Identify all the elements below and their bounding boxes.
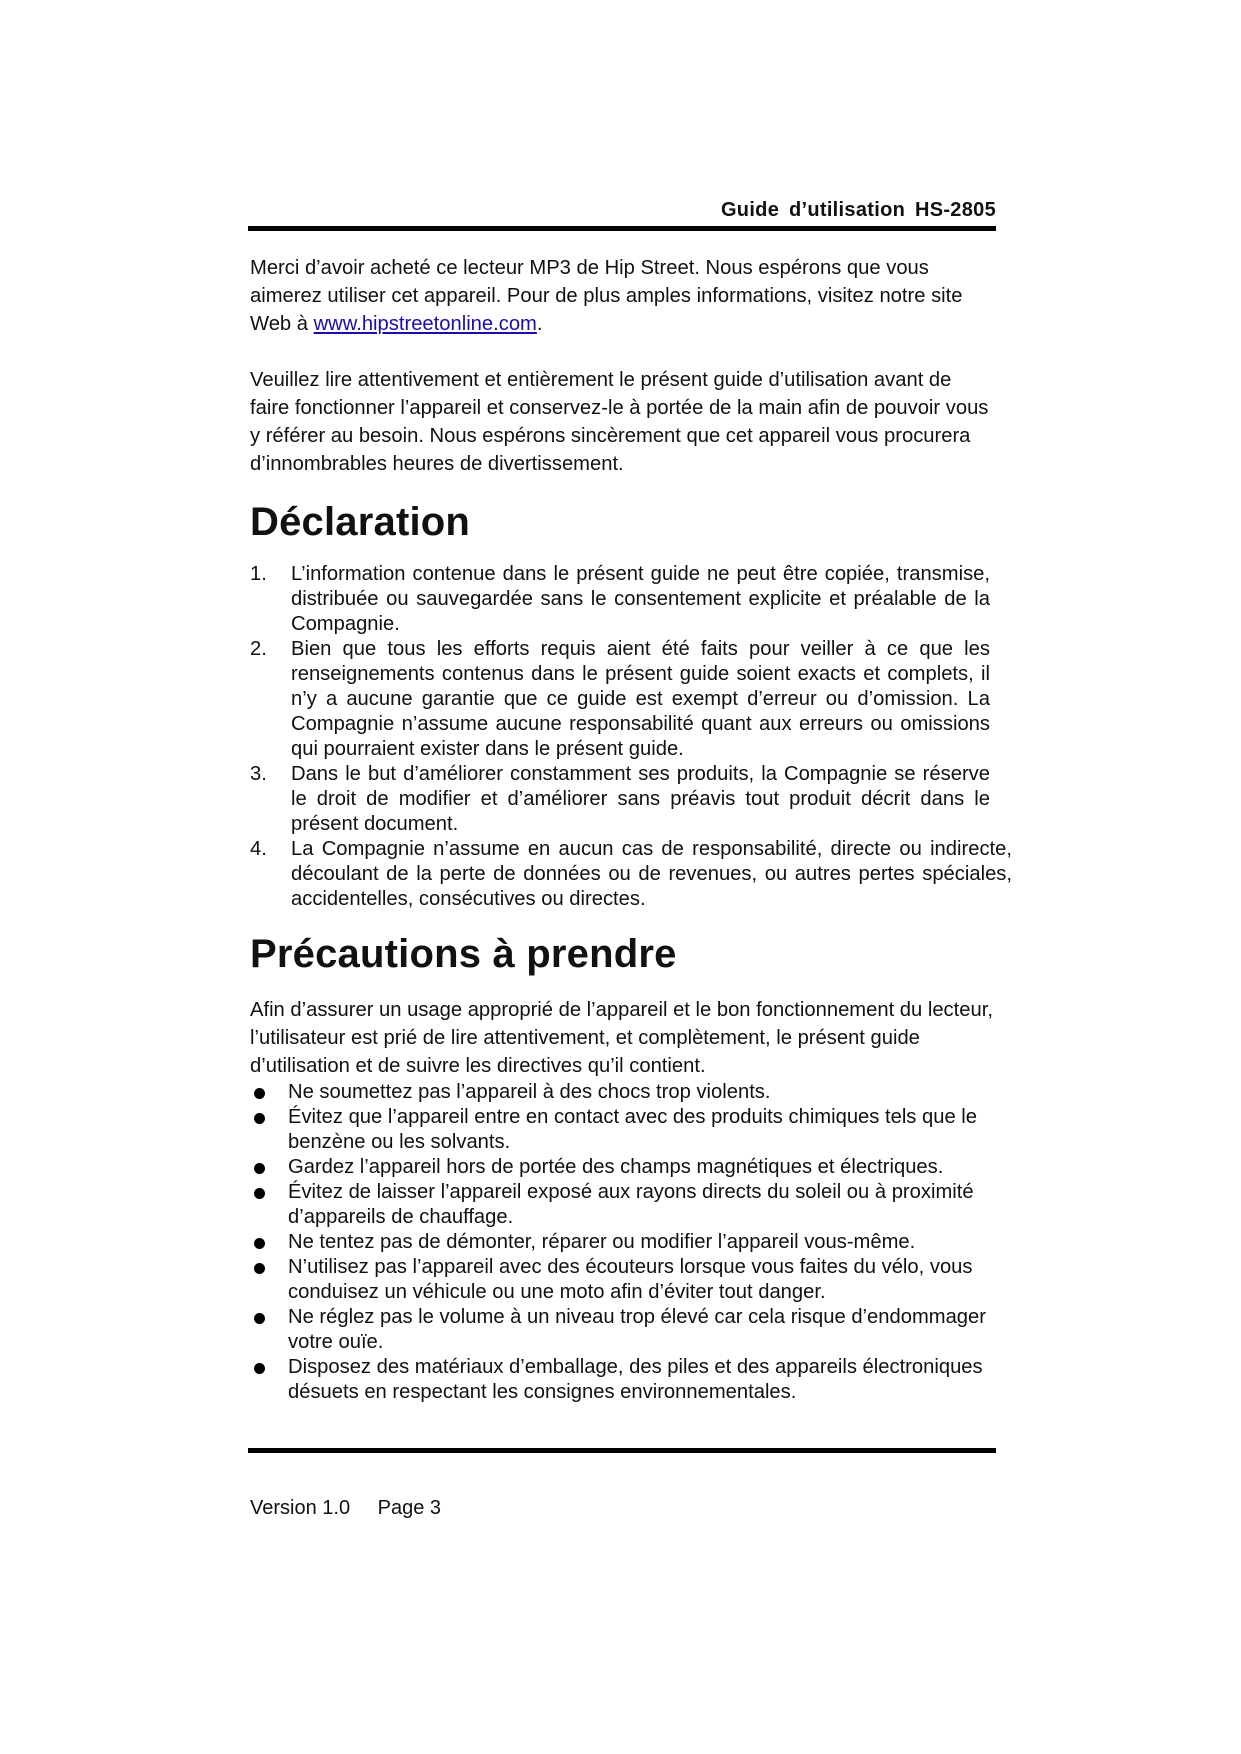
bullet-icon (254, 1238, 265, 1249)
precaution-text: Ne tentez pas de démonter, réparer ou modifier l’appareil vous-même. (288, 1231, 916, 1253)
page-footer (250, 1497, 441, 1520)
declaration-item-text: La Compagnie n’assume en aucun cas de responsabilité, directe ou indirecte, découlant de la perte de données ou de revenues, ou autres pertes spéciales, accidentelles, consécutives ou directes. (291, 838, 1012, 910)
precautions-intro: Afin d’assurer un usage approprié de l’appareil et le bon fonctionnement du lecteur, l’utilisateur est prié de lire attentivement, et complètement, le présent guide d’utilisation et de suivre les directives qu’il contient. (250, 999, 993, 1077)
bullet-icon (254, 1313, 265, 1324)
bullet-icon (254, 1163, 265, 1174)
precaution-text: Disposez des matériaux d’emballage, des piles et des appareils électroniques désuets en respectant les consignes environnementales. (288, 1356, 983, 1403)
intro-paragraph-1 (250, 254, 990, 338)
declaration-heading: Déclaration (250, 500, 471, 544)
declaration-item-text: L’information contenue dans le présent guide ne peut être copiée, transmise, distribuée ou sauvegardée sans le consentement explicite et préalable de la Compagnie. (291, 563, 990, 635)
header-title: Guide d’utilisation HS-2805 (720, 199, 996, 221)
declaration-item-number: 4. (250, 838, 267, 860)
bullet-icon (254, 1363, 265, 1374)
declaration-item-text: Bien que tous les efforts requis aient été faits pour veiller à ce que les renseignements contenus dans le présent guide soient exacts et complets, il n’y a aucune garantie que ce guide est exempt d’erreur ou d’omission. La Compagnie n’assume aucune responsabilité quant aux erreurs ou omissions qui pourraient exister dans le présent guide. (291, 638, 990, 760)
precaution-item (250, 1255, 995, 1305)
website-link[interactable]: www.hipstreetonline.com (313, 313, 537, 335)
precautions-heading: Précautions à prendre (250, 932, 677, 976)
bullet-icon (254, 1113, 265, 1124)
precaution-item (250, 1230, 995, 1255)
bullet-icon (254, 1263, 265, 1274)
precaution-item (250, 1355, 995, 1405)
bullet-icon (254, 1088, 265, 1099)
precaution-text: Ne réglez pas le volume à un niveau trop élevé car cela risque d’endommager votre ouïe. (288, 1306, 986, 1353)
header-rule (248, 226, 996, 231)
precaution-text: Évitez que l’appareil entre en contact avec des produits chimiques tels que le benzène ou les solvants. (288, 1106, 978, 1153)
precaution-item (250, 1155, 995, 1180)
intro-paragraph-2: Veuillez lire attentivement et entièrement le présent guide d’utilisation avant de faire fonctionner l’appareil et conservez-le à portée de la main afin de pouvoir vous y référer au besoin. Nous espérons sincèrement que cet appareil vous procurera d’innombrables heures de divertissement. (250, 369, 989, 475)
precaution-item (250, 1105, 995, 1155)
bullet-icon (254, 1188, 265, 1199)
precautions-list (250, 1080, 995, 1405)
precaution-text: N’utilisez pas l’appareil avec des écouteurs lorsque vous faites du vélo, vous conduisez un véhicule ou une moto afin d’éviter tout danger. (288, 1256, 973, 1303)
declaration-item-number: 3. (250, 763, 267, 785)
page-number: Page 3 (377, 1497, 442, 1519)
intro-text-end: . (536, 313, 543, 335)
footer-rule (248, 1448, 996, 1453)
page-content (250, 254, 1010, 1405)
declaration-item (250, 637, 990, 762)
precaution-text: Évitez de laisser l’appareil exposé aux rayons directs du soleil ou à proximité d’appareils de chauffage. (288, 1181, 974, 1228)
declaration-item-number: 2. (250, 638, 267, 660)
declaration-item-number: 1. (250, 563, 267, 585)
precaution-text: Ne soumettez pas l’appareil à des chocs trop violents. (288, 1081, 771, 1103)
declaration-item (250, 562, 990, 637)
intro-text: Merci d’avoir acheté ce lecteur MP3 de Hip Street. Nous espérons que vous aimerez utiliser cet appareil. Pour de plus amples informations, visitez notre site Web à (250, 257, 963, 335)
precaution-item (250, 1305, 995, 1355)
version-label: Version 1.0 (250, 1497, 351, 1519)
declaration-item-text: Dans le but d’améliorer constamment ses produits, la Compagnie se réserve le droit de modifier et d’améliorer sans préavis tout produit décrit dans le présent document. (291, 763, 990, 835)
declaration-list (250, 562, 1012, 912)
precaution-item (250, 1080, 995, 1105)
declaration-item (250, 837, 1012, 912)
precaution-text: Gardez l’appareil hors de portée des champs magnétiques et électriques. (288, 1156, 944, 1178)
precaution-item (250, 1180, 995, 1230)
declaration-item (250, 762, 990, 837)
